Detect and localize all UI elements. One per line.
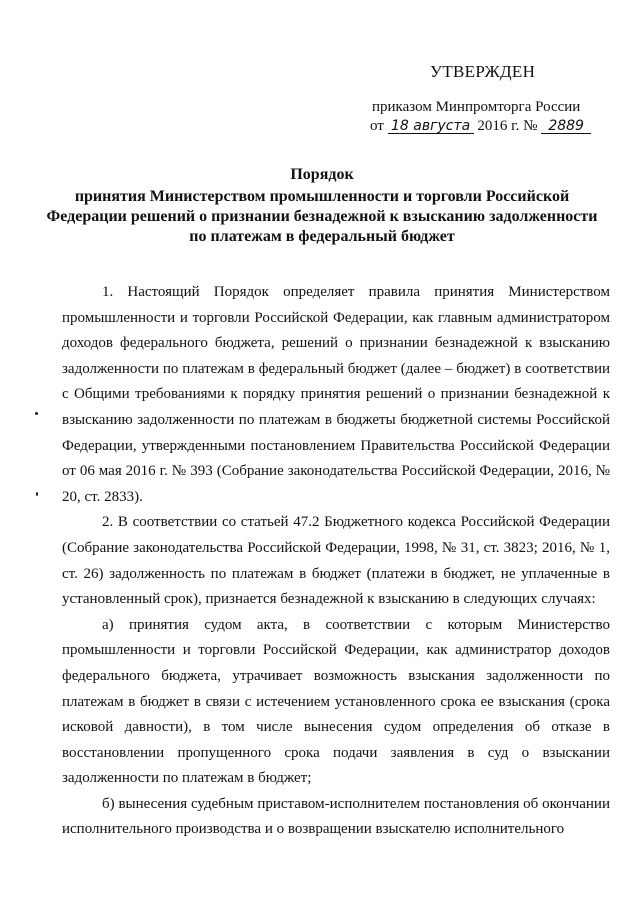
handwritten-date: 18 августа	[388, 119, 474, 134]
paragraph-2a: а) принятия судом акта, в соответствии с которым Министерство промышленности и торговли Российской Федерации, как администратор доходов федерального бюджета, утрачивает возможность взыскания задолженности по платежам в бюджет в связи с истечением установленного срока ее взыскания (срока исковой давности), в том числе вынесения судом определения об отказе в восстановлении пропущенного срока подачи заявления в суд о взыскании задолженности по платежам в бюджет;	[62, 616, 610, 787]
document-body	[62, 280, 610, 843]
handwritten-order-number: 2889	[541, 119, 591, 134]
approved-label: УТВЕРЖДЕН	[430, 62, 536, 81]
date-prefix: от	[370, 118, 384, 134]
approval-stamp-block	[0, 0, 640, 140]
title-heading: Порядок	[290, 166, 354, 183]
order-year: 2016 г. №	[477, 118, 538, 134]
order-date-line	[370, 118, 591, 135]
document-title	[40, 165, 604, 247]
paragraph-2b: б) вынесения судебным приставом-исполнителем постановления об окончании исполнительного производства и о возвращении взыскателю исполнительного	[62, 795, 610, 838]
paragraph-2: 2. В соответствии со статьей 47.2 Бюджетного кодекса Российской Федерации (Собрание законодательства Российской Федерации, 1998, № 31, ст. 3823; 2016, № 1, ст. 26) задолженность по платежам в бюджет (платежи в бюджет, не уплаченные в установленный срок), признается безнадежной к взысканию в следующих случаях:	[62, 514, 610, 608]
paragraph-1: 1. Настоящий Порядок определяет правила принятия Министерством промышленности и торговли Российской Федерации, как главным администратором доходов федерального бюджета, решений о признании безнадежной к взысканию задолженности по платежам в федеральный бюджет (далее – бюджет) в соответствии с Общими требованиями к порядку принятия решений о признании безнадежной к взысканию задолженности по платежам в бюджеты бюджетной системы Российской Федерации, утвержденными постановлением Правительства Российской Федерации от 06 мая 2016 г. № 393 (Собрание законодательства Российской Федерации, 2016, № 20, ст. 2833).	[62, 284, 610, 505]
title-subheading: принятия Министерством промышленности и торговли Российской Федерации решений о признании безнадежной к взысканию задолженности по платежам в федеральный бюджет	[46, 188, 598, 245]
margin-dot	[36, 492, 38, 496]
margin-dot	[35, 412, 38, 415]
order-reference: приказом Минпромторга России	[372, 99, 581, 115]
